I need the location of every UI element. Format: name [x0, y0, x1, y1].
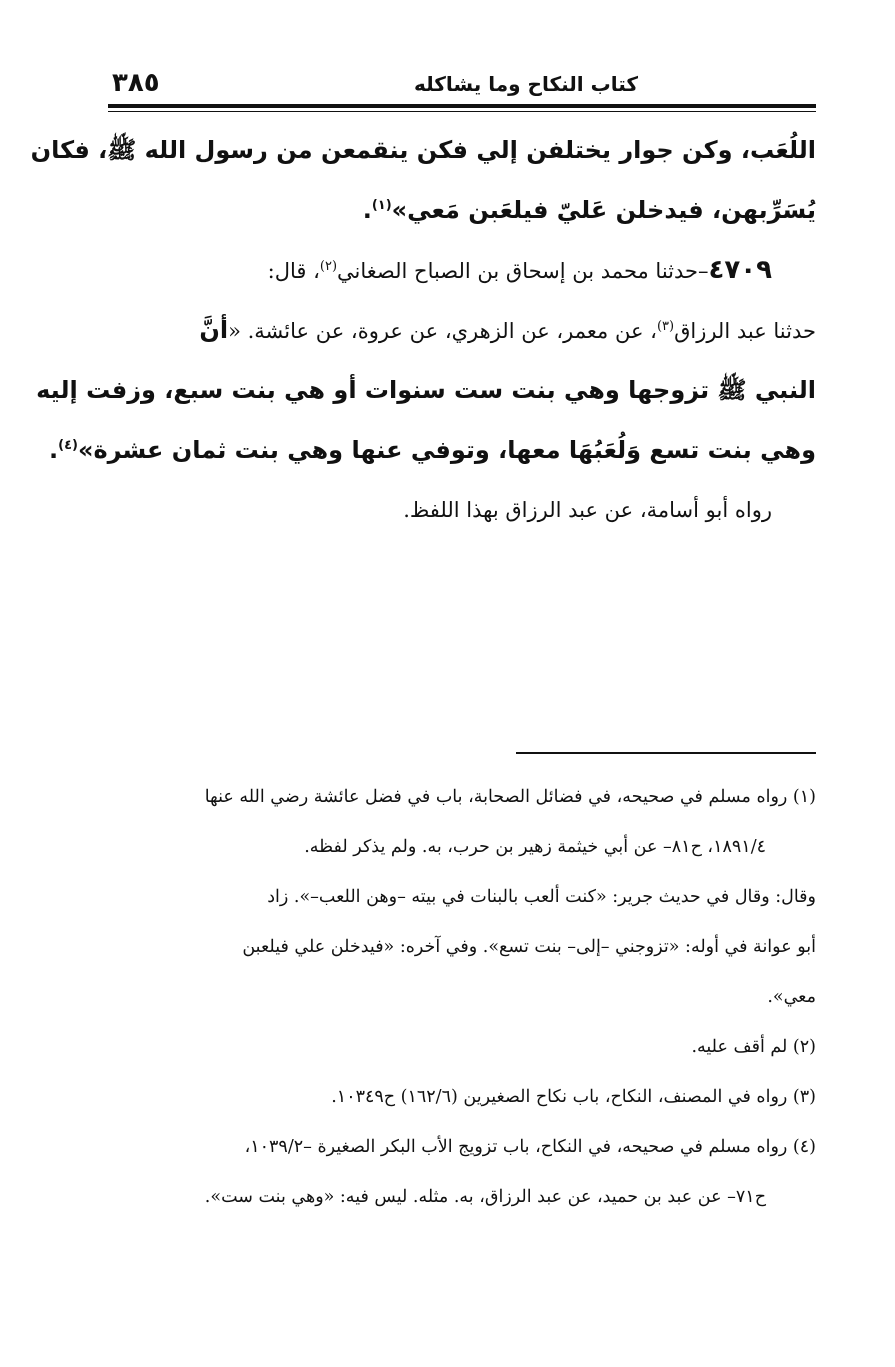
text-segment: اللُعَب، وكن جوار يختلفن إلي فكن ينقمعن من رسول الله ﷺ، فكان — [30, 136, 816, 164]
text-segment: رواه أبو أسامة، عن عبد الرزاق بهذا اللفظ. — [403, 498, 772, 522]
footnote-ref[interactable]: (٣) — [656, 319, 675, 334]
running-header — [108, 70, 816, 104]
footnote-line: (٢) لم أقف عليه. — [691, 1037, 816, 1057]
footnote-line: (١) رواه مسلم في صحيحه، في فضائل الصحابة، باب في فضل عائشة رضي الله عنها — [204, 787, 816, 807]
footnote-ref[interactable]: (١) — [371, 198, 392, 213]
text-segment-bold: أنَّ — [199, 316, 229, 344]
punctuation: . — [362, 196, 372, 224]
text-segment: النبي ﷺ تزوجها وهي بنت ست سنوات أو هي بنت سبع، وزفت إليه — [36, 376, 816, 404]
punctuation: . — [48, 436, 59, 464]
text-line — [108, 300, 816, 360]
text-segment: ، قال: — [267, 259, 320, 283]
text-segment: يُسَرِّبهن، فيدخلن عَليّ فيلعَبن مَعي» — [391, 196, 816, 224]
main-text — [30, 120, 816, 540]
footnote-line: ح٧١– عن عبد بن حميد، عن عبد الرزاق، به. مثله. ليس فيه: «وهي بنت ست». — [204, 1187, 766, 1207]
footnote-separator — [516, 752, 816, 754]
text-line — [36, 360, 816, 420]
text-line — [108, 480, 816, 540]
header-rule-thin — [108, 111, 816, 112]
text-segment: ، عن معمر، عن الزهري، عن عروة، عن عائشة. « — [228, 319, 657, 343]
text-line — [48, 420, 816, 480]
footnote-line: (٤) رواه مسلم في صحيحه، في النكاح، باب تزويج الأب البكر الصغيرة –١٠٣٩/٢، — [244, 1137, 816, 1157]
footnote-line: أبو عوانة في أوله: «تزوجني –إلى– بنت تسع». وفي آخره: «فيدخلن علي فيلعبن — [242, 937, 816, 957]
footnote-ref[interactable]: (٢) — [319, 259, 338, 274]
hadith-number: ٤٧٠٩ — [708, 255, 772, 285]
header-rule-thick — [108, 104, 816, 108]
footnote-line: وقال: وقال في حديث جرير: «كنت ألعب بالبنات في بيته –وهن اللعب–». زاد — [267, 887, 816, 907]
footnotes — [108, 772, 816, 1222]
page-number: ٣٨٥ — [112, 68, 160, 98]
text-line — [108, 180, 816, 240]
footnote-line: (٣) رواه في المصنف، النكاح، باب نكاح الصغيرين (١٦٢/٦) ح١٠٣٤٩. — [331, 1087, 816, 1107]
text-segment: حدثنا عبد الرزاق — [674, 319, 816, 343]
chapter-title: كتاب النكاح وما يشاكله — [414, 72, 638, 96]
text-segment: –حدثنا محمد بن إسحاق بن الصباح الصغاني — [337, 259, 709, 283]
footnote-line: ١٨٩١/٤، ح٨١– عن أبي خيثمة زهير بن حرب، به. ولم يذكر لفظه. — [304, 837, 766, 857]
text-line — [30, 120, 816, 180]
text-line — [108, 240, 816, 300]
text-segment: وهي بنت تسع وَلُعَبُهَا معها، وتوفي عنها وهي بنت ثمان عشرة» — [77, 436, 816, 464]
footnote-line: معي». — [767, 987, 816, 1007]
footnote-ref[interactable]: (٤) — [58, 438, 78, 453]
